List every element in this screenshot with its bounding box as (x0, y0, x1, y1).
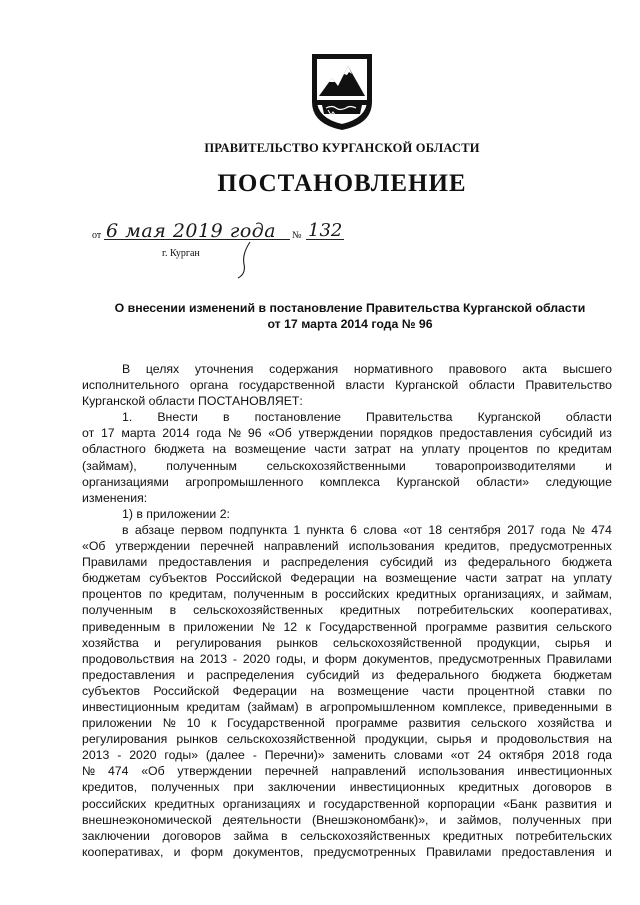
document-body (82, 361, 612, 860)
body-line: кредитов, полученных при заключении инвестиционных кредитных договоров в (82, 780, 612, 795)
body-line: полученным в сельскохозяйственных кредитных потребительских кооперативах, (82, 603, 612, 618)
number-underline (306, 239, 344, 240)
place-of-issue: г. Курган (162, 248, 200, 259)
handwritten-date: 6 мая 2019 года (106, 220, 277, 242)
body-line: от 17 марта 2014 года № 96 «Об утверждении порядков предоставления субсидий из (82, 426, 612, 441)
body-line: бюджетам субъектов Российской Федерации на возмещение части затрат на уплату (82, 571, 612, 586)
body-line: 1. Внести в постановление Правительства Курганской области (122, 410, 612, 425)
handwriting-stroke (228, 240, 258, 280)
date-underline (104, 239, 290, 240)
body-line: продовольствия на 2013 - 2020 годы, и форм документов, предусмотренных Правилами (82, 651, 612, 666)
body-line: 1) в приложении 2: (122, 506, 230, 521)
government-name: ПРАВИТЕЛЬСТВО КУРГАНСКОЙ ОБЛАСТИ (204, 141, 480, 155)
body-line: В целях уточнения содержания нормативного правового акта высшего (122, 362, 612, 376)
body-line: организациями агропромышленного комплекса Курганской области» следующие (82, 474, 612, 489)
kurgan-region-coat-of-arms-icon (308, 52, 376, 132)
body-line: (займам), полученным сельскохозяйственными товаропроизводителями и (82, 458, 612, 473)
body-line: хозяйства и регулирования рынков сельскохозяйственной продукции, сырья и (82, 635, 612, 650)
body-line: приведенным в приложении № 12 к Государственной программе развития сельского (82, 619, 612, 634)
document-title-line-2: от 17 марта 2014 года № 96 (267, 317, 433, 331)
handwritten-number: 132 (308, 220, 343, 241)
body-line: изменения: (82, 490, 148, 505)
body-line: в абзаце первом подпункта 1 пункта 6 слова «от 18 сентября 2017 года № 474 (122, 522, 612, 537)
body-line: Правилами предоставления и распределения субсидий из федерального бюджета (82, 555, 612, 570)
body-line: предоставления и распределения субсидий из федерального бюджета бюджетам (82, 667, 612, 682)
body-line: российских кредитных организациях и государственной корпорации «Банк развития и (82, 796, 612, 811)
body-line: субъектов Российской Федерации на возмещение части процентной ставки по (82, 683, 612, 698)
number-prefix: № (292, 230, 302, 241)
body-line: Курганской области ПОСТАНОВЛЯЕТ: (82, 394, 303, 409)
body-line: инвестиционным кредитам (займам) в агропромышленном комплексе, приведенными в (82, 699, 612, 714)
body-line: внешнеэкономической деятельности (Внешэкономбанк)», и займов, полученных при (82, 812, 612, 827)
document-type-heading: ПОСТАНОВЛЕНИЕ (217, 170, 467, 197)
document-title (60, 300, 640, 332)
body-line: 2013 - 2020 годы» (далее - Перечни)» заменить словами «от 24 октября 2018 года (82, 748, 612, 763)
document-title-line-1: О внесении изменений в постановление Правительства Курганской области (114, 301, 586, 315)
body-line: кооперативах, и форм документов, предусмотренных Правилами предоставления и (82, 844, 612, 859)
body-line: приложении № 10 к Государственной программе развития сельского хозяйства и (82, 716, 612, 731)
body-line: «Об утверждении перечней направлений использования кредитов, предусмотренных (82, 539, 612, 554)
body-line: исполнительного органа государственной власти Курганской области Правительство (82, 378, 612, 393)
body-line: регулирования рынков сельскохозяйственной продукции, сырья и продовольствия на (82, 732, 612, 747)
body-line: заключении договоров займа в сельскохозяйственных кредитных потребительских (82, 828, 612, 843)
body-line: № 474 «Об утверждении перечней направлений использования инвестиционных (82, 764, 612, 779)
date-prefix: от (92, 230, 102, 241)
body-line: процентов по кредитам, полученным в российских кредитных организациях, и займам, (82, 587, 612, 602)
body-line: областного бюджета на возмещение части затрат на уплату процентов по кредитам (82, 442, 612, 457)
